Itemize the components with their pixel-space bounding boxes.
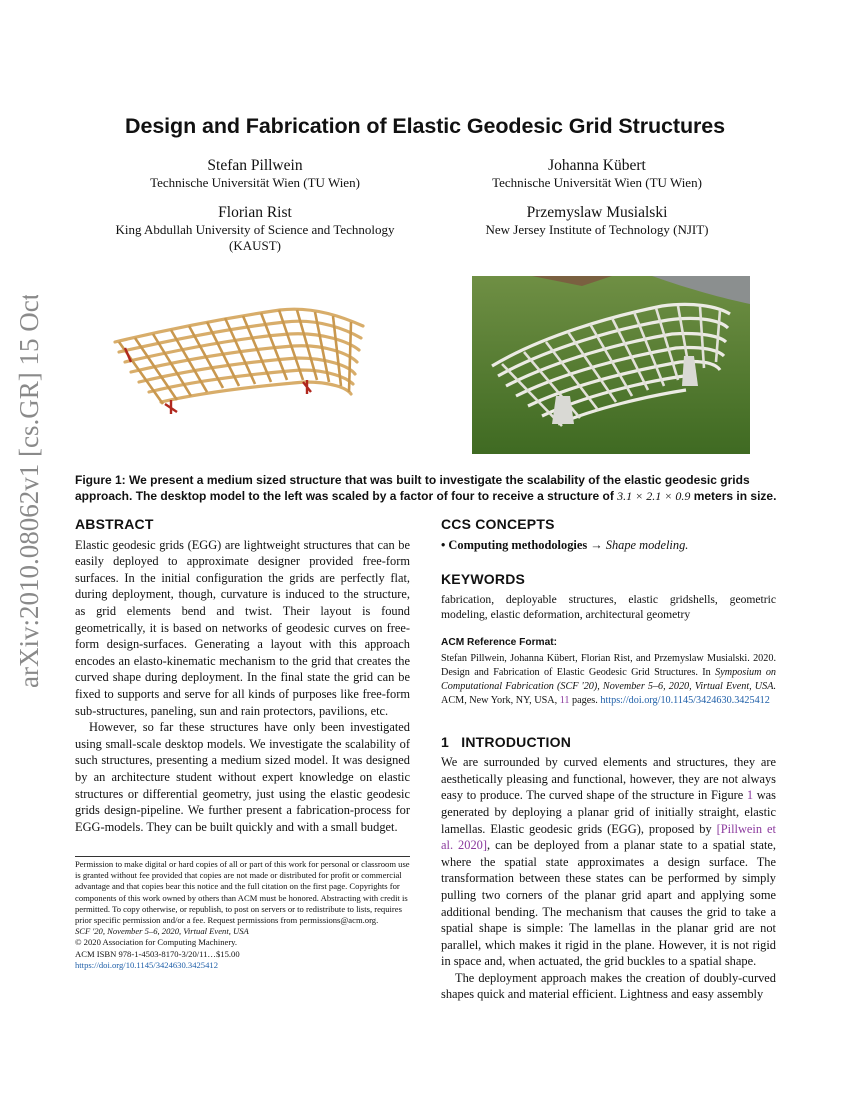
intro-heading xyxy=(441,734,776,751)
caption-end: meters in size. xyxy=(693,488,777,503)
paper-title: Design and Fabrication of Elastic Geodesic Grid Structures xyxy=(125,114,725,138)
author-affiliation: King Abdullah University of Science and Technology xyxy=(115,222,395,237)
arxiv-stamp xyxy=(4,295,48,690)
venue-text: SCF '20, November 5–6, 2020, Virtual Event, USA xyxy=(75,926,249,937)
intro-text: was generated by deploying a planar grid of initially straight, elastic lamellas. Elastic geodesic grids (EGG), proposed by xyxy=(441,788,776,836)
author-affiliation: Technische Universität Wien (TU Wien) xyxy=(492,175,702,190)
ccs-item-italic: Shape modeling. xyxy=(605,537,689,552)
author-affiliation: New Jersey Institute of Technology (NJIT) xyxy=(485,222,709,237)
figure-desktop-model xyxy=(105,300,370,420)
ccs-item: • Computing methodologies xyxy=(441,537,588,552)
author-affiliation-line2: (KAUST) xyxy=(229,238,281,253)
author-name: Florian Rist xyxy=(218,204,292,221)
reference-doi-link[interactable]: https://doi.org/10.1145/3424630.3425412 xyxy=(600,694,770,706)
author-block xyxy=(85,156,425,191)
ccs-concepts xyxy=(441,537,776,554)
reference-heading: ACM Reference Format: xyxy=(441,636,558,648)
isbn-text: ACM ISBN 978-1-4503-8170-3/20/11…$15.00 xyxy=(75,948,240,959)
intro-text: , can be deployed from a planar state to a spatial state, where the spatial state approximates a design surface. The transformation between these states can be performed by simply pulling two corners of the planar grid apart and applying some additional bending. The mechanism that causes the grid to take a spatial shape is simple: The lamellas in the planar grid are not parallel, which makes it rigid in the plane. However, it is not rigid in space and, when actuated, the grid buckles to a spatial shape. xyxy=(441,838,777,969)
reference-part: ACM, New York, NY, USA, xyxy=(441,694,558,706)
intro-title: INTRODUCTION xyxy=(461,733,572,750)
intro-number: 1 xyxy=(441,733,449,750)
author-block xyxy=(427,203,767,238)
caption-math: 3.1 × 2.1 × 0.9 xyxy=(617,488,691,503)
keywords-text: fabrication, deployable structures, elastic gridshells, geometric modeling, elastic deformation, architectural geometry xyxy=(441,592,776,622)
intro-text: We are surrounded by curved elements and structures, they are aesthetically pleasing and functional, however, they are not always easy to produce. The curved shape of the structure in Figure xyxy=(441,755,776,803)
abstract-paragraph: Elastic geodesic grids (EGG) are lightweight structures that can be easily deployed to approximate designer provided free-form surfaces. In the initial configuration the grids are perfectly flat, during deployment, though, curvature is induced to the structure, as grid elements bend and twist. Their layout is found geometrically, it is based on networks of geodesic curves on free-form design-surfaces. Generating a layout with this approach encodes an elasto-kinematic mechanism to the grid that creates the curved shape during deployment. In the final state the grid can be fixed to supports and serve for all kinds of purposes like free-form sub-structures, paneling, sun and rain protectors, pavilions, etc. xyxy=(75,537,410,718)
author-name: Stefan Pillwein xyxy=(207,157,303,174)
right-column xyxy=(441,516,776,1003)
author-name: Przemyslaw Musialski xyxy=(526,204,668,221)
reference-part: pages. xyxy=(572,694,598,706)
figure-ref-link[interactable]: 1 xyxy=(746,788,754,803)
reference-text xyxy=(441,652,776,708)
author-block xyxy=(85,203,425,254)
reference-part: Stefan Pillwein, Johanna Kübert, Florian Rist, and Przemyslaw Musialski. 2020. Design and Fabrication of Elastic Geodesic Grid Structures. In xyxy=(441,652,776,678)
caption-line1: Figure 1: We present a medium sized structure that was built to investigate the scalability of the elastic geodesic grids approach. xyxy=(75,473,750,503)
figure-photo xyxy=(472,276,750,454)
ccs-heading: CCS CONCEPTS xyxy=(441,516,555,532)
reference-venue: Symposium on Computational Fabrication (SCF '20), November 5–6, 2020, Virtual Event, USA. xyxy=(441,666,777,692)
intro-paragraph xyxy=(441,754,776,970)
abstract-paragraph: However, so far these structures have only been investigated using small-scale desktop models. We investigate the scalability of such structures, presenting a medium sized model. It was designed by an architecture student without expert knowledge on elastic structures or differential geometry, just using the elastic geodesic grids design-pipeline. We further present a fabrication-process for EGG-models. They can be built quickly and with a small budget. xyxy=(75,720,410,834)
permission-footnote xyxy=(75,856,410,971)
doi-link[interactable]: https://doi.org/10.1145/3424630.3425412 xyxy=(75,959,218,970)
citation-link[interactable]: [Pillwein et al. 2020] xyxy=(441,821,776,853)
author-name: Johanna Kübert xyxy=(548,157,646,174)
abstract-heading: ABSTRACT xyxy=(75,516,154,532)
keywords-heading: KEYWORDS xyxy=(441,571,526,588)
intro-paragraph: The deployment approach makes the creation of doubly-curved shapes quick and material efficient. Lightness and easy assembly xyxy=(441,970,776,1002)
copyright-text: © 2020 Association for Computing Machinery. xyxy=(75,937,238,948)
ccs-arrow: → xyxy=(590,537,603,552)
arxiv-id: arXiv:2010.08062v1 [cs.GR] 15 Oct 2020 xyxy=(14,295,44,688)
author-block xyxy=(427,156,767,191)
permission-text: Permission to make digital or hard copies of all or part of this work for personal or classroom use is granted without fee provided that copies are not made or distributed for profit or commercial advantage and that copies bear this notice and the full citation on the first page. Copyrights for components of this work owned by others than ACM must be honored. Abstracting with credit is permitted. To copy otherwise, or republish, to post on servers or to redistribute to lists, requires prior specific permission and/or a fee. Request permissions from permissions@acm.org. xyxy=(75,859,410,926)
caption-line2: The desktop model to the left was scaled by a factor of four to receive a structure of xyxy=(135,488,614,503)
abstract-section xyxy=(75,516,410,835)
reference-pages[interactable]: 11 xyxy=(559,694,570,706)
figure-caption xyxy=(75,473,780,504)
author-affiliation: Technische Universität Wien (TU Wien) xyxy=(150,175,360,190)
